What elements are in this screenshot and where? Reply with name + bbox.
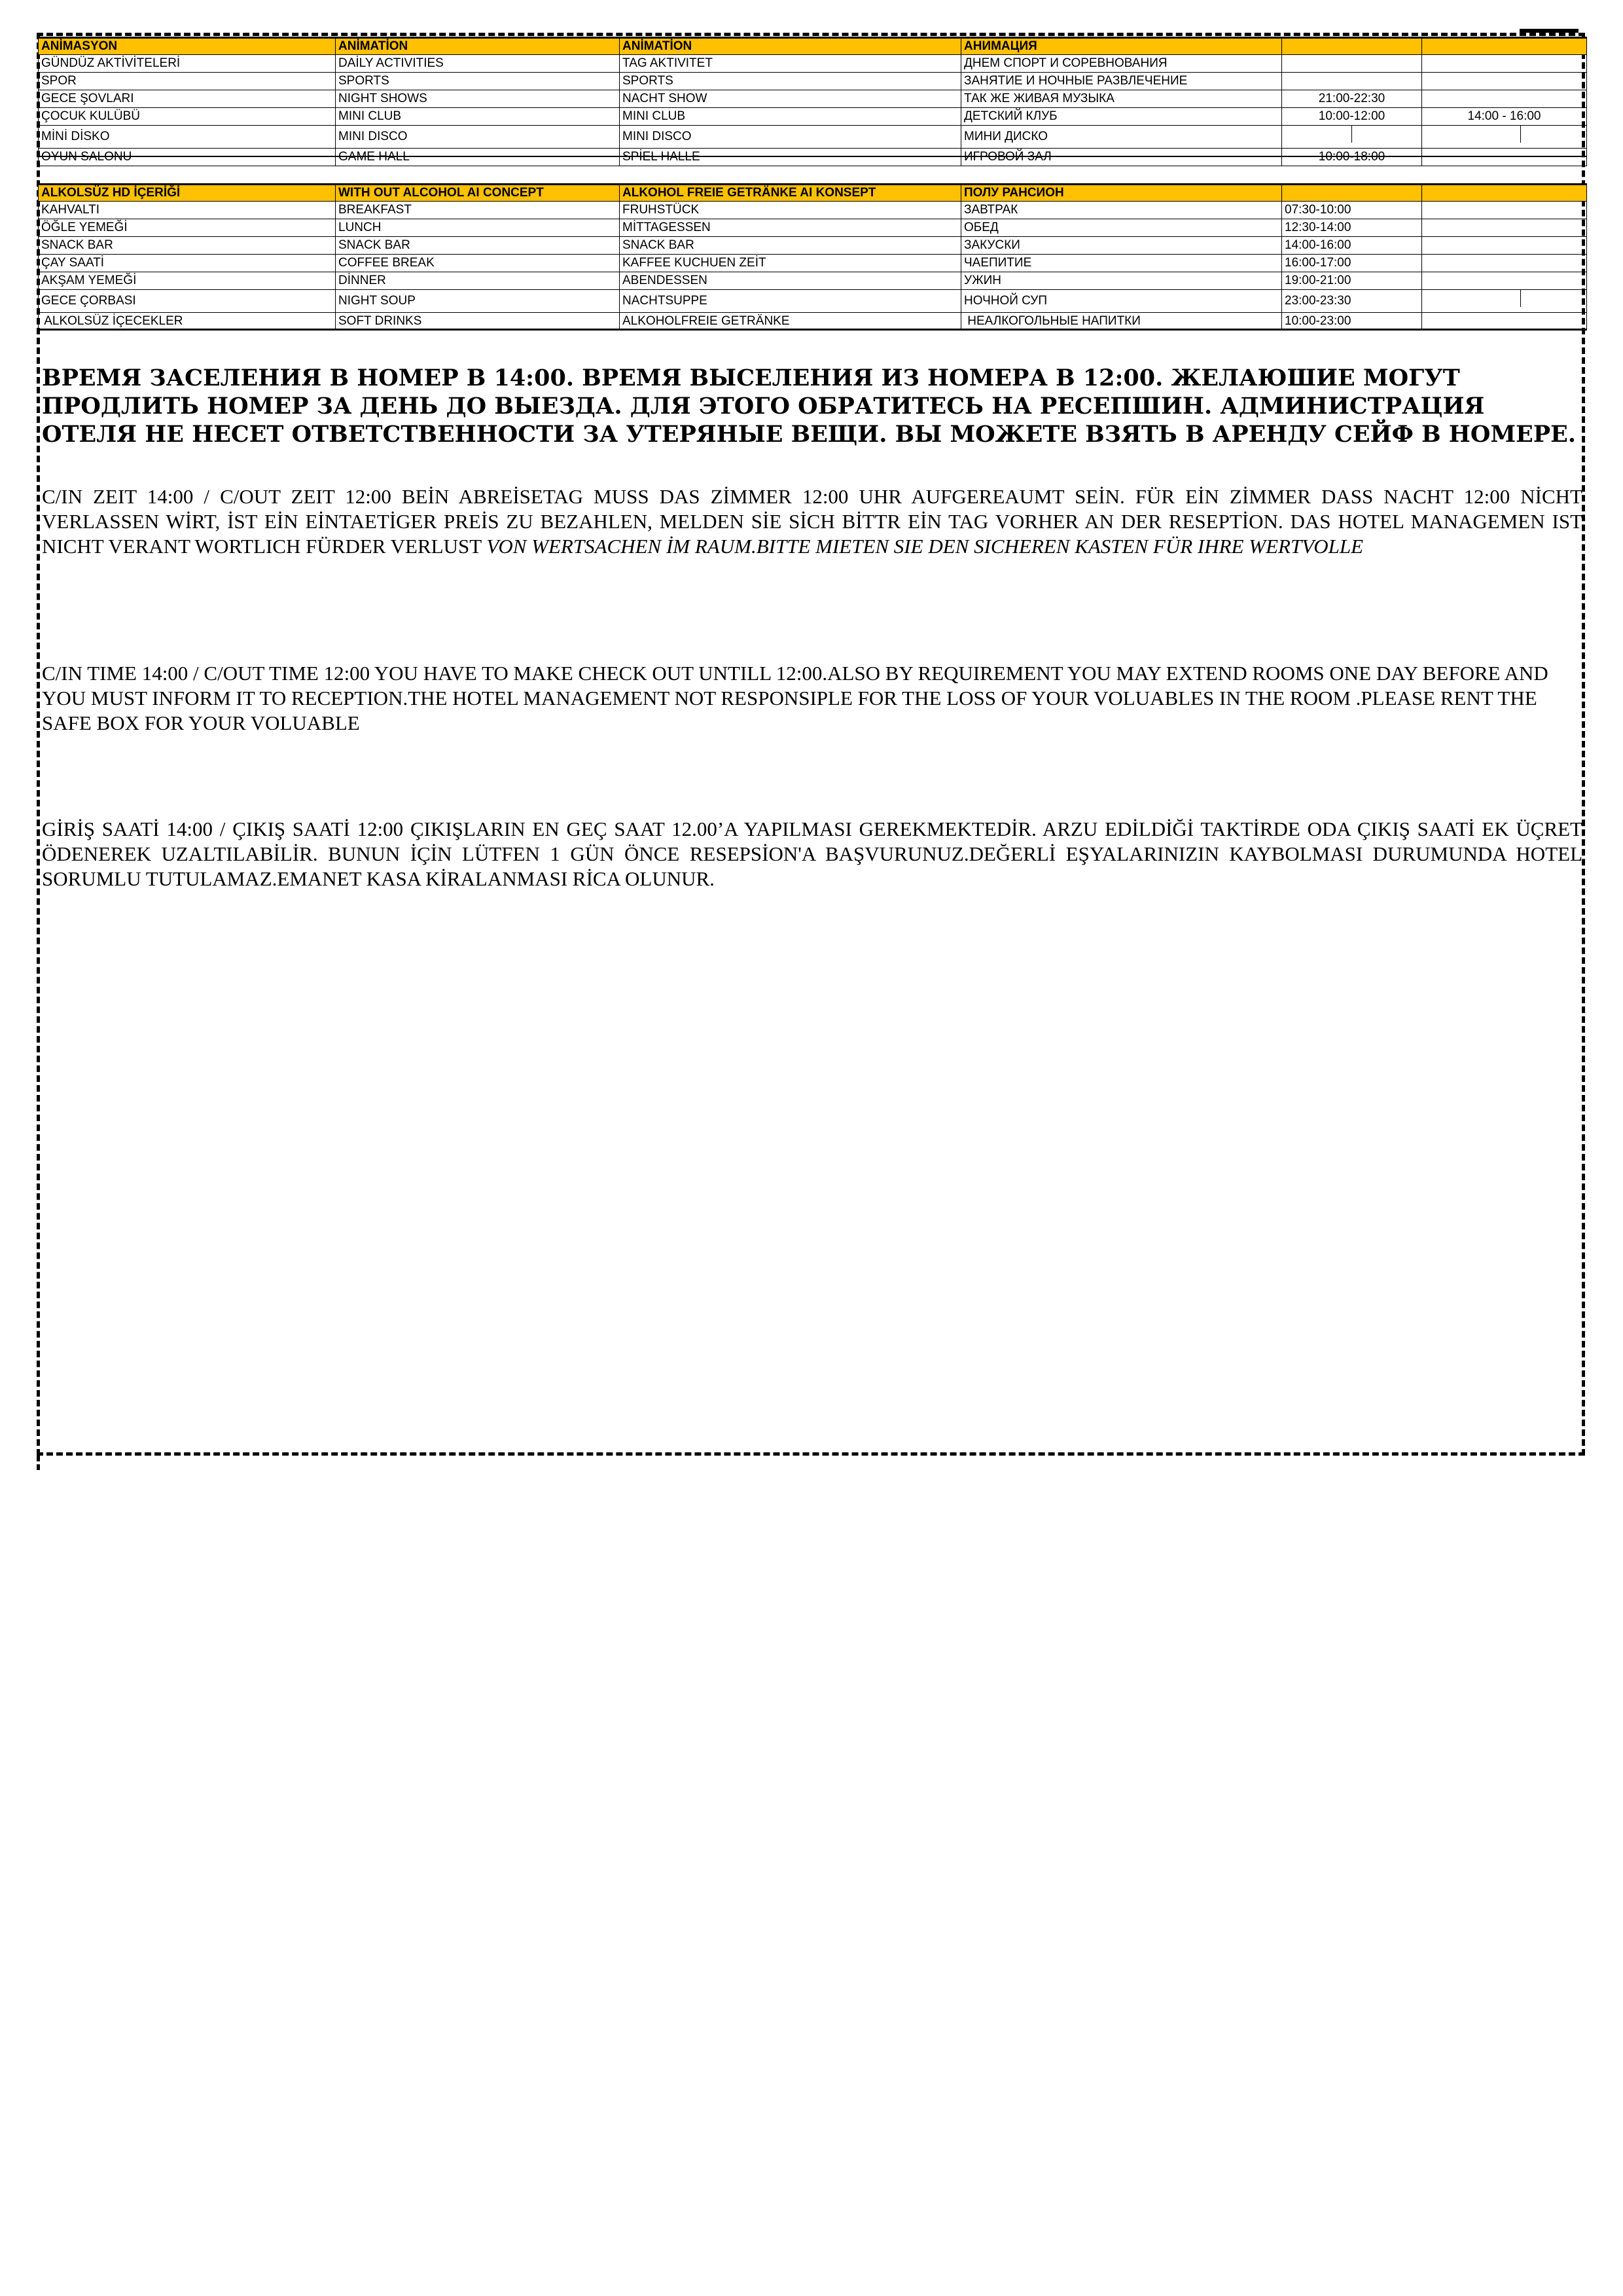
cell-russian: ДНЕМ СПОРТ И СОРЕВНОВАНИЯ [961,55,1282,73]
cell-english: NIGHT SHOWS [336,90,620,108]
cell-time-1: 16:00-17:00 [1282,255,1422,272]
cell-time-2 [1422,255,1587,272]
cell-german: FRUHSTÜCK [620,202,961,219]
cell-time-2 [1422,73,1587,90]
cell-turkish: OYUN SALONU [39,149,336,166]
header-cell [1422,38,1587,55]
cell-english: DİNNER [336,272,620,290]
cell-turkish: AKŞAM YEMEĞİ [39,272,336,290]
cell-russian: ЗАКУСКИ [961,237,1282,255]
cell-english: GAME HALL [336,149,620,166]
cell-german: NACHTSUPPE [620,290,961,313]
cell-time-2: 14:00 - 16:00 [1422,108,1587,126]
cell-german: SPORTS [620,73,961,90]
cell-english: BREAKFAST [336,202,620,219]
cell-time-2 [1422,55,1587,73]
cell-turkish: ÇAY SAATİ [39,255,336,272]
cell-turkish: GECE ÇORBASI [39,290,336,313]
food-table-header [39,185,1587,202]
cell-russian: ТАК ЖЕ ЖИВАЯ МУЗЫКА [961,90,1282,108]
cell-time-1: 10:00-18:00 [1282,149,1422,166]
cell-russian: НОЧНОЙ СУП [961,290,1282,313]
cell-german: MINI DISCO [620,126,961,149]
cell-turkish: SNACK BAR [39,237,336,255]
table-row [39,219,1587,237]
cell-time-1: 23:00-23:30 [1282,290,1422,313]
cell-time-2 [1422,90,1587,108]
cell-time-2-split [1422,290,1587,313]
header-cell [1282,185,1422,202]
header-cell [1282,38,1422,55]
table-row [39,272,1587,290]
cell-time-1: 19:00-21:00 [1282,272,1422,290]
dashed-border-tail [37,1456,40,1470]
header-cell: ALKOLSÜZ HD İÇERİĞİ [39,185,336,202]
notice-russian: ВРЕМЯ ЗАСЕЛЕНИЯ В НОМЕР В 14:00. ВРЕМЯ ВЫСЕЛЕНИЯ ИЗ НОМЕРА В 12:00. ЖЕЛАЮШИЕ МОГУТ ПРОДЛИТЬ НОМЕР ЗА ДЕНЬ ДО ВЫЕЗДА. ДЛЯ ЭТОГО ОБРАТИТЕСЬ НА РЕСЕПШИН. АДМИНИСТРАЦИЯ ОТЕЛЯ НЕ НЕСЕТ ОТВЕТСТВЕННОСТИ ЗА УТЕРЯНЫЕ ВЕЩИ. ВЫ МОЖЕТЕ ВЗЯТЬ В АРЕНДУ СЕЙФ В НОМЕРЕ. [42,365,1576,448]
cell-turkish: GECE ŞOVLARI [39,90,336,108]
cell-english: MINI DISCO [336,126,620,149]
cell-turkish: GÜNDÜZ AKTİVİTELERİ [39,55,336,73]
cell-time-2 [1422,219,1587,237]
cell-time-1: 12:30-14:00 [1282,219,1422,237]
notice-german [42,484,1582,559]
cell-german: KAFFEE KUCHUEN ZEİT [620,255,961,272]
cell-english: SOFT DRINKS [336,313,620,331]
header-cell: ANİMATİON [620,38,961,55]
cell-time-1 [1282,73,1422,90]
cell-time-2 [1422,202,1587,219]
header-cell: ANİMATİON [336,38,620,55]
cell-german: ALKOHOLFREIE GETRÄNKE [620,313,961,331]
cell-russian: МИНИ ДИСКО [961,126,1282,149]
table-bottom-rule [38,329,1586,331]
cell-russian: ЗАВТРАК [961,202,1282,219]
cell-time-1: 10:00-12:00 [1282,108,1422,126]
cell-german: SNACK BAR [620,237,961,255]
table-row [39,55,1587,73]
corner-dash-mark [1520,29,1578,33]
cell-german: ABENDESSEN [620,272,961,290]
cell-turkish: KAHVALTI [39,202,336,219]
table-row [39,313,1587,331]
cell-english: DAİLY ACTIVITIES [336,55,620,73]
cell-time-1-split [1282,126,1422,149]
cell-time-2-split [1422,126,1587,149]
cell-english: LUNCH [336,219,620,237]
header-cell: ANİMASYON [39,38,336,55]
cell-time-1 [1282,55,1422,73]
table-row [39,255,1587,272]
cell-turkish: ALKOLSÜZ İÇECEKLER [39,313,336,331]
cell-time-1: 14:00-16:00 [1282,237,1422,255]
cell-english: MINI CLUB [336,108,620,126]
cell-turkish: ÖĞLE YEMEĞİ [39,219,336,237]
cell-german: MINI CLUB [620,108,961,126]
animation-table [38,37,1587,166]
cell-time-1: 07:30-10:00 [1282,202,1422,219]
cell-russian: ИГРОВОЙ ЗАЛ [961,149,1282,166]
animation-table-header [39,38,1587,55]
cell-turkish: ÇOCUK KULÜBÜ [39,108,336,126]
header-cell: ALKOHOL FREIE GETRÄNKE AI KONSEPT [620,185,961,202]
notice-turkish: GİRİŞ SAATİ 14:00 / ÇIKIŞ SAATİ 12:00 ÇIKIŞLARIN EN GEÇ SAAT 12.00’A YAPILMASI GEREKMEKTEDİR. ARZU EDİLDİĞİ TAKTİRDE ODA ÇIKIŞ SAATİ EK ÜÇRET ÖDENEREK UZALTILABİLİR. BUNUN İÇİN LÜTFEN 1 GÜN ÖNCE RESEPSİON'A BAŞVURUNUZ.DEĞERLİ EŞYALARINIZIN KAYBOLMASI DURUMUNDA HOTEL SORUMLU TUTULAMAZ.EMANET KASA KİRALANMASI RİCA OLUNUR. [42,817,1582,890]
cell-time-1: 10:00-23:00 [1282,313,1422,331]
cell-german: MİTTAGESSEN [620,219,961,237]
cell-english: SNACK BAR [336,237,620,255]
cell-russian: ЧАЕПИТИЕ [961,255,1282,272]
table-divider [38,156,1586,157]
cell-german: NACHT SHOW [620,90,961,108]
cell-turkish: MİNİ DİSKO [39,126,336,149]
notice-german-main: C/IN ZEIT 14:00 / C/OUT ZEIT 12:00 BEİN ABREİSETAG MUSS DAS ZİMMER 12:00 UHR AUFGEREAUMT SEİN. FÜR EİN ZİMMER DASS NACHT 12:00 NİCHT VERLASSEN WİRT, İST EİN EİNTAETİGER PREİS ZU BEZAHLEN, MELDEN SİE SİCH BİTTR EİN TAG VORHER AN DER RESEPTİON. DAS HOTEL MANAGEMEN IST NICHT VERANT WORTLICH FÜRDER VERLUST [42,485,1582,558]
table-row [39,149,1587,166]
cell-time-2 [1422,237,1587,255]
cell-russian: ОБЕД [961,219,1282,237]
food-table [38,183,1587,331]
cell-english: SPORTS [336,73,620,90]
cell-german: TAG AKTIVITET [620,55,961,73]
table-row [39,73,1587,90]
table-row [39,90,1587,108]
table-row [39,108,1587,126]
header-cell [1422,185,1587,202]
cell-english: NIGHT SOUP [336,290,620,313]
cell-time-2 [1422,149,1587,166]
notice-english: C/IN TIME 14:00 / C/OUT TIME 12:00 YOU HAVE TO MAKE CHECK OUT UNTILL 12:00.ALSO BY REQUIREMENT YOU MAY EXTEND ROOMS ONE DAY BEFORE AND YOU MUST INFORM IT TO RECEPTION.THE HOTEL MANAGEMENT NOT RESPONSIPLE FOR THE LOSS OF YOUR VOLUABLES IN THE ROOM .PLEASE RENT THE SAFE BOX FOR YOUR VOLUABLE [42,662,1548,734]
cell-german: SPİEL HALLE [620,149,961,166]
cell-time-2 [1422,272,1587,290]
table-row [39,290,1587,313]
cell-turkish: SPOR [39,73,336,90]
cell-russian: ДЕТСКИЙ КЛУБ [961,108,1282,126]
notice-german-italic: VON WERTSACHEN İM RAUM.BITTE MIETEN SIE DEN SICHEREN KASTEN FÜR IHRE WERTVOLLE [486,535,1364,558]
cell-time-2 [1422,313,1587,331]
cell-russian: ЗАНЯТИЕ И НОЧНЫЕ РАЗВЛЕЧЕНИЕ [961,73,1282,90]
table-row [39,126,1587,149]
header-cell: ПОЛУ РАНСИОН [961,185,1282,202]
cell-english: COFFEE BREAK [336,255,620,272]
cell-russian: УЖИН [961,272,1282,290]
table-row [39,202,1587,219]
cell-time-1: 21:00-22:30 [1282,90,1422,108]
header-cell: WITH OUT ALCOHOL AI CONCEPT [336,185,620,202]
cell-russian: НЕАЛКОГОЛЬНЫЕ НАПИТКИ [961,313,1282,331]
table-row [39,237,1587,255]
header-cell: АНИМАЦИЯ [961,38,1282,55]
